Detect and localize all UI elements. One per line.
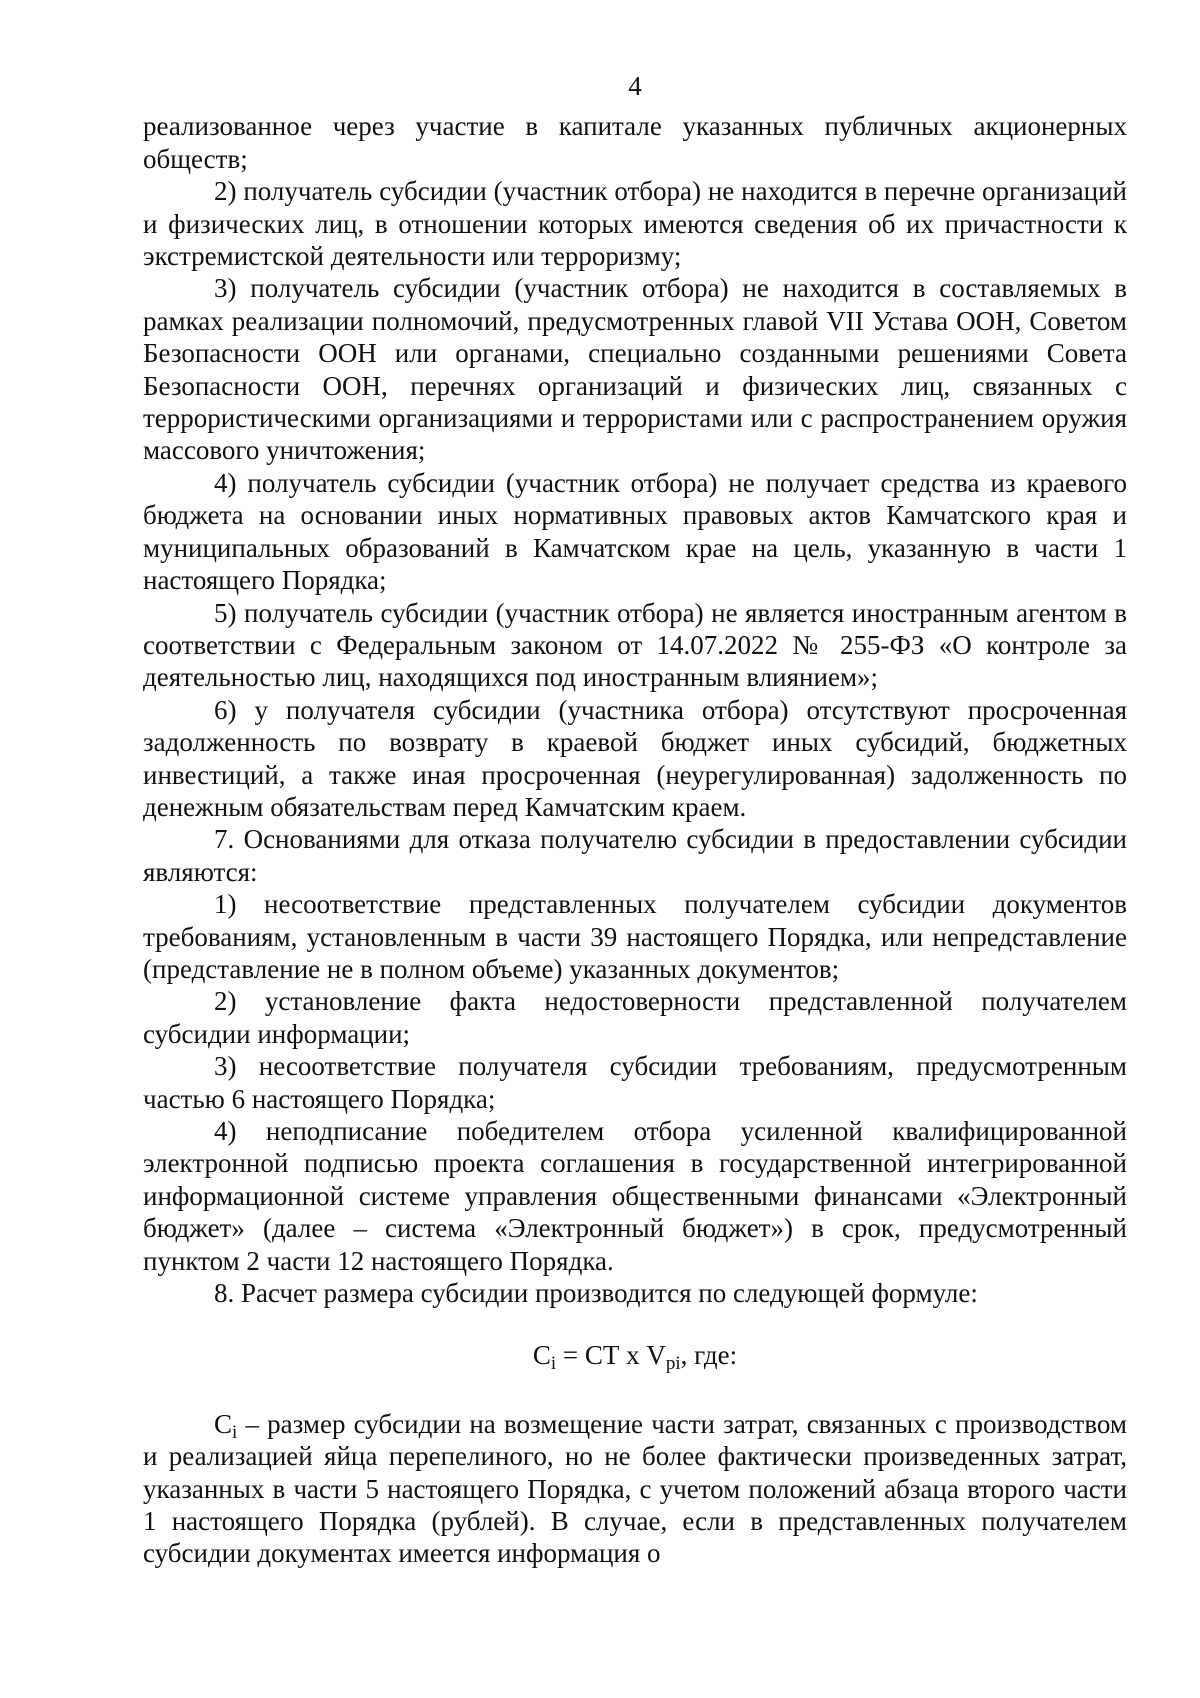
paragraph-item-2: 2) получатель субсидии (участник отбора) не находится в перечне организаций и физических лиц, в отношении которых имеются сведения об их причастности к экстремистской деятельности или терроризму; [143,176,1127,272]
paragraph-refusal-1: 1) несоответствие представленных получателем субсидии документов требованиям, установленным в части 39 настоящего Порядка, или непредставление (представление не в полном объеме) указанных документов; [143,889,1127,984]
formula-definition-ci [143,1408,1127,1570]
formula-v-subscript: pi [665,1353,681,1375]
document-page [143,70,1127,1570]
paragraph-item-6: 6) у получателя субсидии (участника отбора) отсутствуют просроченная задолженность по возврату в краевой бюджет иных субсидий, бюджетных инвестиций, а также иная просроченная (неурегулированная) задолженность по денежным обязательствам перед Камчатским краем. [143,694,1127,822]
paragraph-item-5: 5) получатель субсидии (участник отбора) не является иностранным агентом в соответствии с Федеральным законом от 14.07.2022 № 255-ФЗ «О контроле за деятельностью лиц, находящихся под иностранным влиянием»; [143,597,1127,693]
paragraph-continuation: реализованное через участие в капитале указанных публичных акционерных обществ; [143,111,1127,174]
formula-c-subscript: i [550,1353,557,1375]
paragraph-section-8: 8. Расчет размера субсидии производится по следующей формуле: [214,1278,978,1309]
paragraph-item-3: 3) получатель субсидии (участник отбора) не находится в составляемых в рамках реализации полномочий, предусмотренных главой VII Устава ООН, Советом Безопасности ООН или органами, специально созданными решениями Совета Безопасности ООН, перечнях организаций и физических лиц, связанных с террористическими организациями и террористами или с распространением оружия массового уничтожения; [143,273,1127,466]
definition-text: – размер субсидии на возмещение части затрат, связанных с производством и реализацией яйца перепелиного, но не более фактически произведенных затрат, указанных в части 5 настоящего Порядка, с учетом положений абзаца второго части 1 настоящего Порядка (рублей). В случае, если в представленных получателем субсидии документах имеется информация о [143,1408,1127,1569]
subsidy-formula [143,1339,1127,1375]
paragraph-refusal-2: 2) установление факта недостоверности представленной получателем субсидии информации; [143,986,1127,1049]
paragraph-section-7: 7. Основаниями для отказа получателю субсидии в предоставлении субсидии являются: [143,824,1127,887]
formula-c: C [532,1340,551,1371]
page-number: 4 [628,71,642,101]
definition-c-subscript: i [232,1421,238,1443]
paragraph-refusal-3: 3) несоответствие получателя субсидии требованиям, предусмотренным частью 6 настоящего Порядка; [143,1051,1127,1114]
definition-c: C [214,1408,233,1439]
paragraph-refusal-4: 4) неподписание победителем отбора усиленной квалифицированной электронной подписью проекта соглашения в государственной интегрированной информационной системе управления общественными финансами «Электронный бюджет» (далее – система «Электронный бюджет») в срок, предусмотренный пунктом 2 части 12 настоящего Порядка. [143,1116,1127,1276]
formula-tail: , где: [680,1340,738,1371]
formula-middle: = СТ х V [556,1340,666,1371]
paragraph-item-4: 4) получатель субсидии (участник отбора) не получает средства из краевого бюджета на основании иных нормативных правовых актов Камчатского края и муниципальных образований в Камчатском крае на цель, указанную в части 1 настоящего Порядка; [143,467,1127,596]
